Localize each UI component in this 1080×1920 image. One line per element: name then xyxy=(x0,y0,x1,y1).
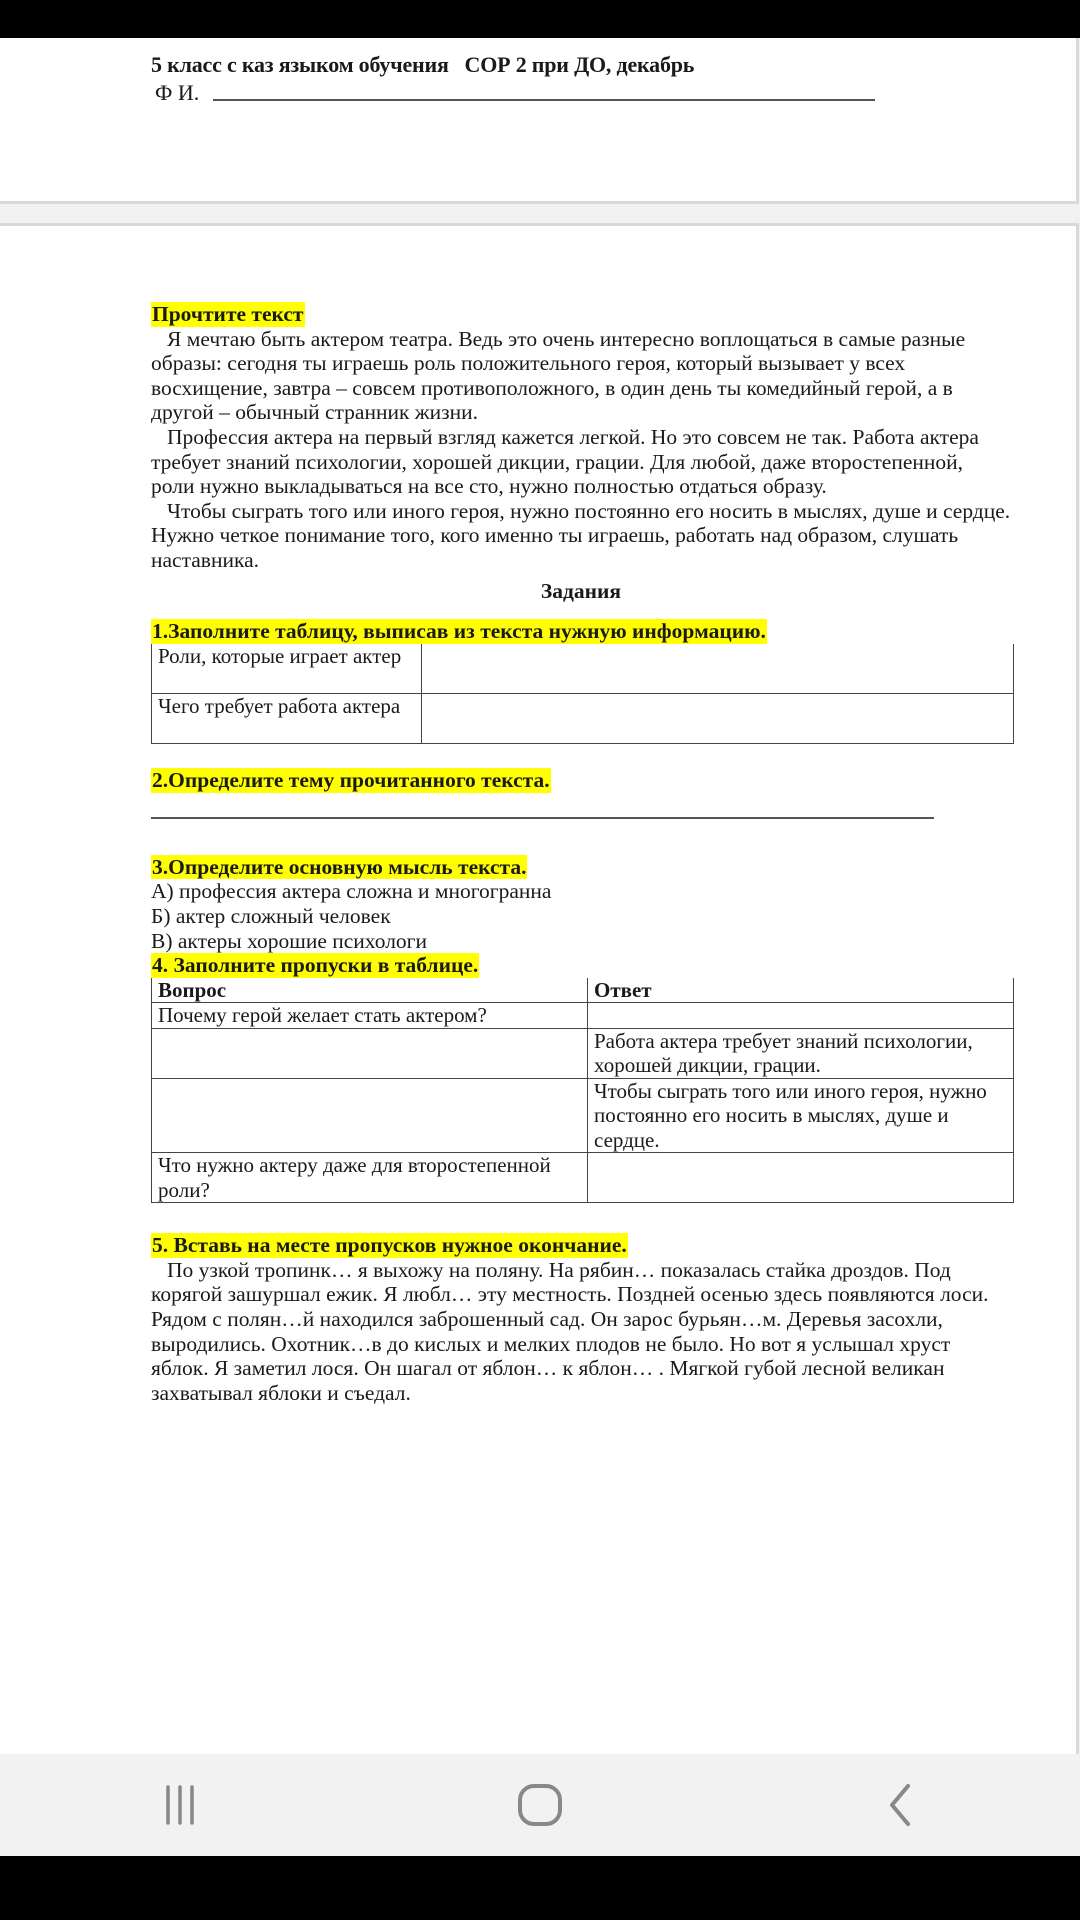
task2-answer-line[interactable] xyxy=(151,803,934,819)
recent-apps-button[interactable] xyxy=(135,1770,225,1840)
table-cell-answer[interactable] xyxy=(588,1153,1014,1203)
task1-title: 1.Заполните таблицу, выписав из текста нужную информацию. xyxy=(152,619,766,644)
task3-option: А) профессия актера сложна и многогранна xyxy=(151,879,552,904)
table-header-question: Вопрос xyxy=(152,978,588,1003)
text-paragraph: Профессия актера на первый взгляд кажется легкой. Но это совсем не так. Работа актера требует знаний психологии, хорошей дикции, грации. Для любой, даже второстепенной, роли нужно выкладываться на все сто, нужно полностью отдаться образу. xyxy=(151,424,979,499)
tasks-title: Задания xyxy=(540,578,622,603)
table-row xyxy=(152,694,1014,744)
table-cell-answer: Работа актера требует знаний психологии, хорошей дикции, грации. xyxy=(588,1028,1014,1078)
navigation-bar xyxy=(0,1754,1080,1856)
recent-apps-icon xyxy=(160,1783,200,1827)
task5-text: По узкой тропинк… я выхожу на поляну. На рябин… показалась стайка дроздов. Под корягой зашуршал ежик. Я любл… эту местность. Поздней осенью здесь появляются лоси. Рядом с полян…й находился заброшенный сад. Он зарос бурьян…м. Деревья засохли, выродились. Охотник…в до кислых и мелких плодов не было. Но вот я услышал хруст яблок. Я заметил лося. Он шагал от яблон… к яблон… . Мягкой губой лесной великан захватывал яблоки и съедал. xyxy=(151,1257,989,1405)
table-cell-answer[interactable] xyxy=(422,694,1014,744)
task3-option: Б) актер сложный человек xyxy=(151,904,391,928)
table-cell-answer[interactable] xyxy=(422,644,1014,694)
table-row xyxy=(152,1003,1014,1029)
table-cell-question: Что нужно актеру даже для второстепенной роли? xyxy=(152,1153,588,1203)
home-icon xyxy=(515,1780,565,1830)
table-header-answer: Ответ xyxy=(588,978,1014,1003)
page-content xyxy=(151,302,1011,1405)
task5-title: 5. Вставь на месте пропусков нужное окончание. xyxy=(152,1233,627,1258)
text-paragraph: Я мечтаю быть актером театра. Ведь это очень интересно воплощаться в самые разные образы: сегодня ты играешь роль положительного героя, который вызывает у всех восхищение, завтра – совсем противоположного, в один день ты комедийный герой, а в другой – обычный странник жизни. xyxy=(151,326,966,425)
text-paragraph: Чтобы сыграть того или иного героя, нужно постоянно его носить в мыслях, душе и сердце. Нужно четкое понимание того, кого именно ты играешь, работать над образом, слушать наставника. xyxy=(151,498,1011,572)
task4-table xyxy=(151,978,1014,1204)
status-bar xyxy=(0,0,1080,38)
name-field-label: Ф И. xyxy=(155,80,200,105)
table-row xyxy=(152,1028,1014,1078)
document-page-2 xyxy=(0,223,1079,1759)
back-button[interactable] xyxy=(855,1770,945,1840)
bottom-bezel xyxy=(0,1856,1080,1920)
table-cell-question[interactable] xyxy=(152,1078,588,1153)
table-row xyxy=(152,1078,1014,1153)
table-cell-label: Чего требует работа актера xyxy=(152,694,422,744)
table-row xyxy=(152,644,1014,694)
task3-option: В) актеры хорошие психологи xyxy=(151,928,428,953)
name-field-line xyxy=(213,99,875,101)
read-text-title: Прочтите текст xyxy=(152,302,304,326)
table-cell-label: Роли, которые играет актер xyxy=(152,644,422,694)
back-icon xyxy=(882,1780,918,1830)
home-button[interactable] xyxy=(495,1770,585,1840)
task2-title: 2.Определите тему прочитанного текста. xyxy=(152,768,550,793)
table-cell-question: Почему герой желает стать актером? xyxy=(152,1003,588,1029)
table-row xyxy=(152,1153,1014,1203)
document-viewer[interactable] xyxy=(0,38,1080,1754)
table-cell-answer: Чтобы сыграть того или иного героя, нужно постоянно его носить в мыслях, душе и сердце. xyxy=(588,1078,1014,1153)
task4-title: 4. Заполните пропуски в таблице. xyxy=(152,953,479,978)
task1-table xyxy=(151,644,1014,745)
document-header: 5 класс с каз языком обучения СОР 2 при ДО, декабрь xyxy=(151,52,695,77)
document-page-1 xyxy=(0,38,1079,204)
table-cell-answer[interactable] xyxy=(588,1003,1014,1029)
table-cell-question[interactable] xyxy=(152,1028,588,1078)
table-header-row xyxy=(152,978,1014,1003)
task3-title: 3.Определите основную мысль текста. xyxy=(152,854,527,879)
